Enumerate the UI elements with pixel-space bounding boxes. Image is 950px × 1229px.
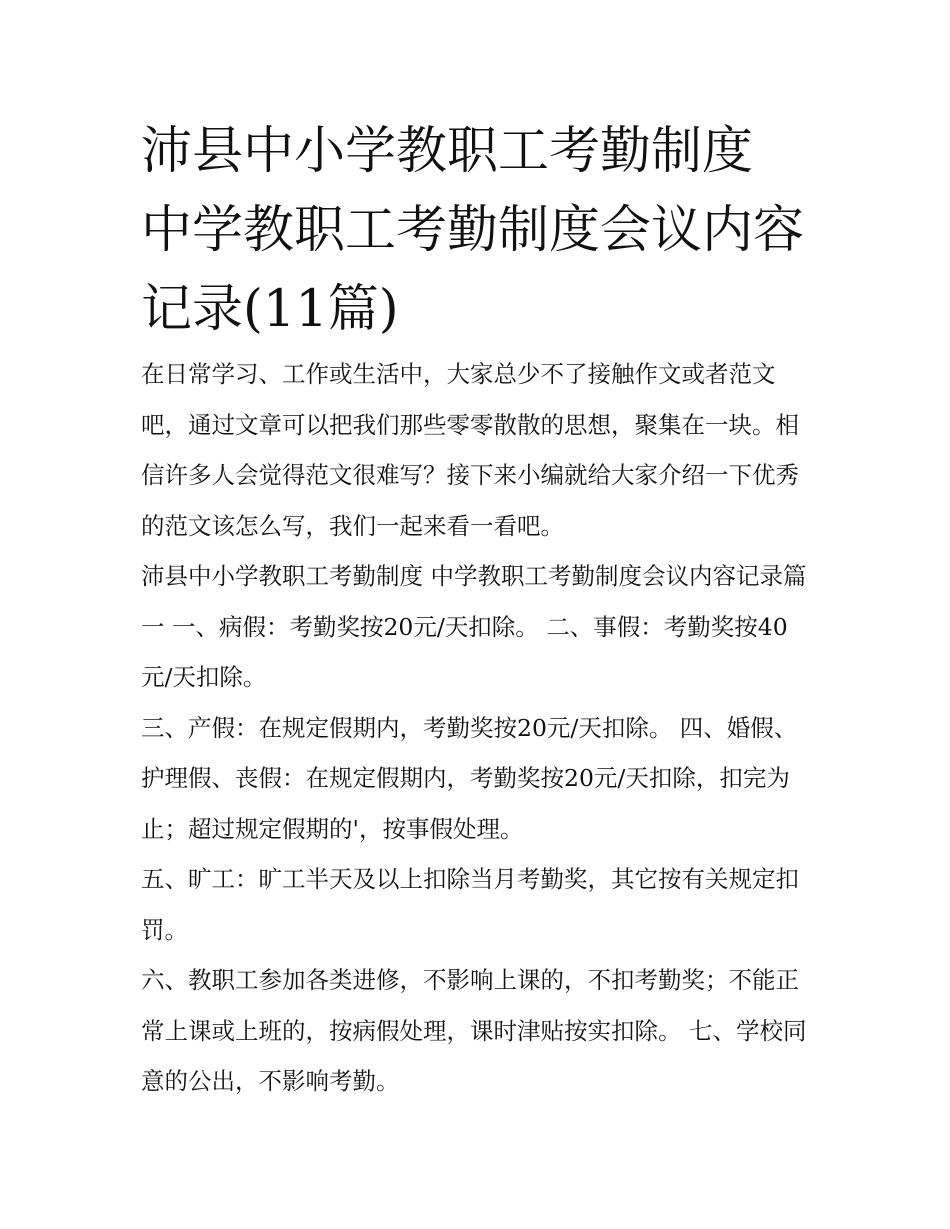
body-paragraph: 六、教职工参加各类进修，不影响上课的，不扣考勤奖；不能正常上课或上班的，按病假处理，课时津贴按实扣除。 七、学校同意的公出，不影响考勤。 bbox=[141, 966, 807, 1095]
body-paragraph: 三、产假：在规定假期内，考勤奖按20元/天扣除。 四、婚假、护理假、丧假：在规定假期内，考勤奖按20元/天扣除，扣完为止；超过规定假期的'，按事假处理。 bbox=[141, 713, 798, 843]
body-paragraph: 沛县中小学教职工考勤制度 中学教职工考勤制度会议内容记录篇一 一、病假：考勤奖按20元/天扣除。 二、事假：考勤奖按40元/天扣除。 bbox=[141, 562, 807, 691]
intro-paragraph: 在日常学习、工作或生活中，大家总少不了接触作文或者范文吧，通过文章可以把我们那些零零散散的思想，聚集在一块。相信许多人会觉得范文很难写？接下来小编就给大家介绍一下优秀的范文该怎么写，我们一起来看一看吧。 bbox=[141, 360, 799, 540]
document-content bbox=[141, 112, 813, 1107]
document-title: 沛县中小学教职工考勤制度 中学教职工考勤制度会议内容记录(11篇) bbox=[141, 122, 805, 339]
body-paragraph: 五、旷工：旷工半天及以上扣除当月考勤奖，其它按有关规定扣罚。 bbox=[141, 865, 799, 944]
